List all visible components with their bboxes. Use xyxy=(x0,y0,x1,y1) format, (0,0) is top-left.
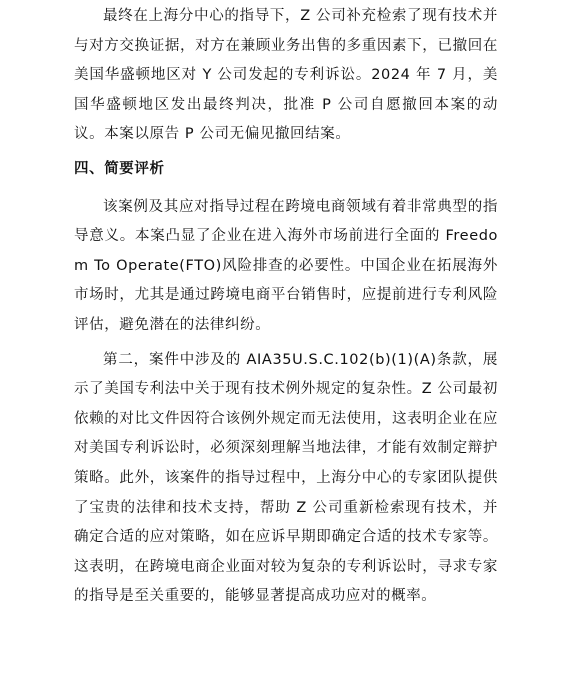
paragraph-case-outcome: 最终在上海分中心的指导下，Z 公司补充检索了现有技术并与对方交换证据，对方在兼顾业务出售的多重因素下，已撤回在美国华盛顿地区对 Y 公司发起的专利诉讼。2024 年 7 月，美国华盛顿地区发出最终判决，批准 P 公司自愿撤回本案的动议。本案以原告 P 公司无偏见撤回结案。 xyxy=(74,8,498,143)
paragraph-analysis-1: 该案例及其应对指导过程在跨境电商领域有着非常典型的指导意义。本案凸显了企业在进入海外市场前进行全面的 Freedom To Operate(FTO)风险排查的必要性。中国企业在拓展海外市场时，尤其是通过跨境电商平台销售时，应提前进行专利风险评估，避免潜在的法律纠纷。 xyxy=(74,198,498,333)
section-heading: 四、简要评析 xyxy=(74,160,165,177)
document-page xyxy=(74,2,498,612)
paragraph-analysis-2: 第二，案件中涉及的 AIA35U.S.C.102(b)(1)(A)条款，展示了美国专利法中关于现有技术例外规定的复杂性。Z 公司最初依赖的对比文件因符合该例外规定而无法使用，这表明企业在应对美国专利诉讼时，必须深刻理解当地法律，才能有效制定辩护策略。此外，该案件的指导过程中，上海分中心的专家团队提供了宝贵的法律和技术支持，帮助 Z 公司重新检索现有技术，并确定合适的应对策略，如在应诉早期即确定合适的技术专家等。这表明，在跨境电商企业面对较为复杂的专利诉讼时，寻求专家的指导是至关重要的，能够显著提高成功应对的概率。 xyxy=(74,351,498,605)
